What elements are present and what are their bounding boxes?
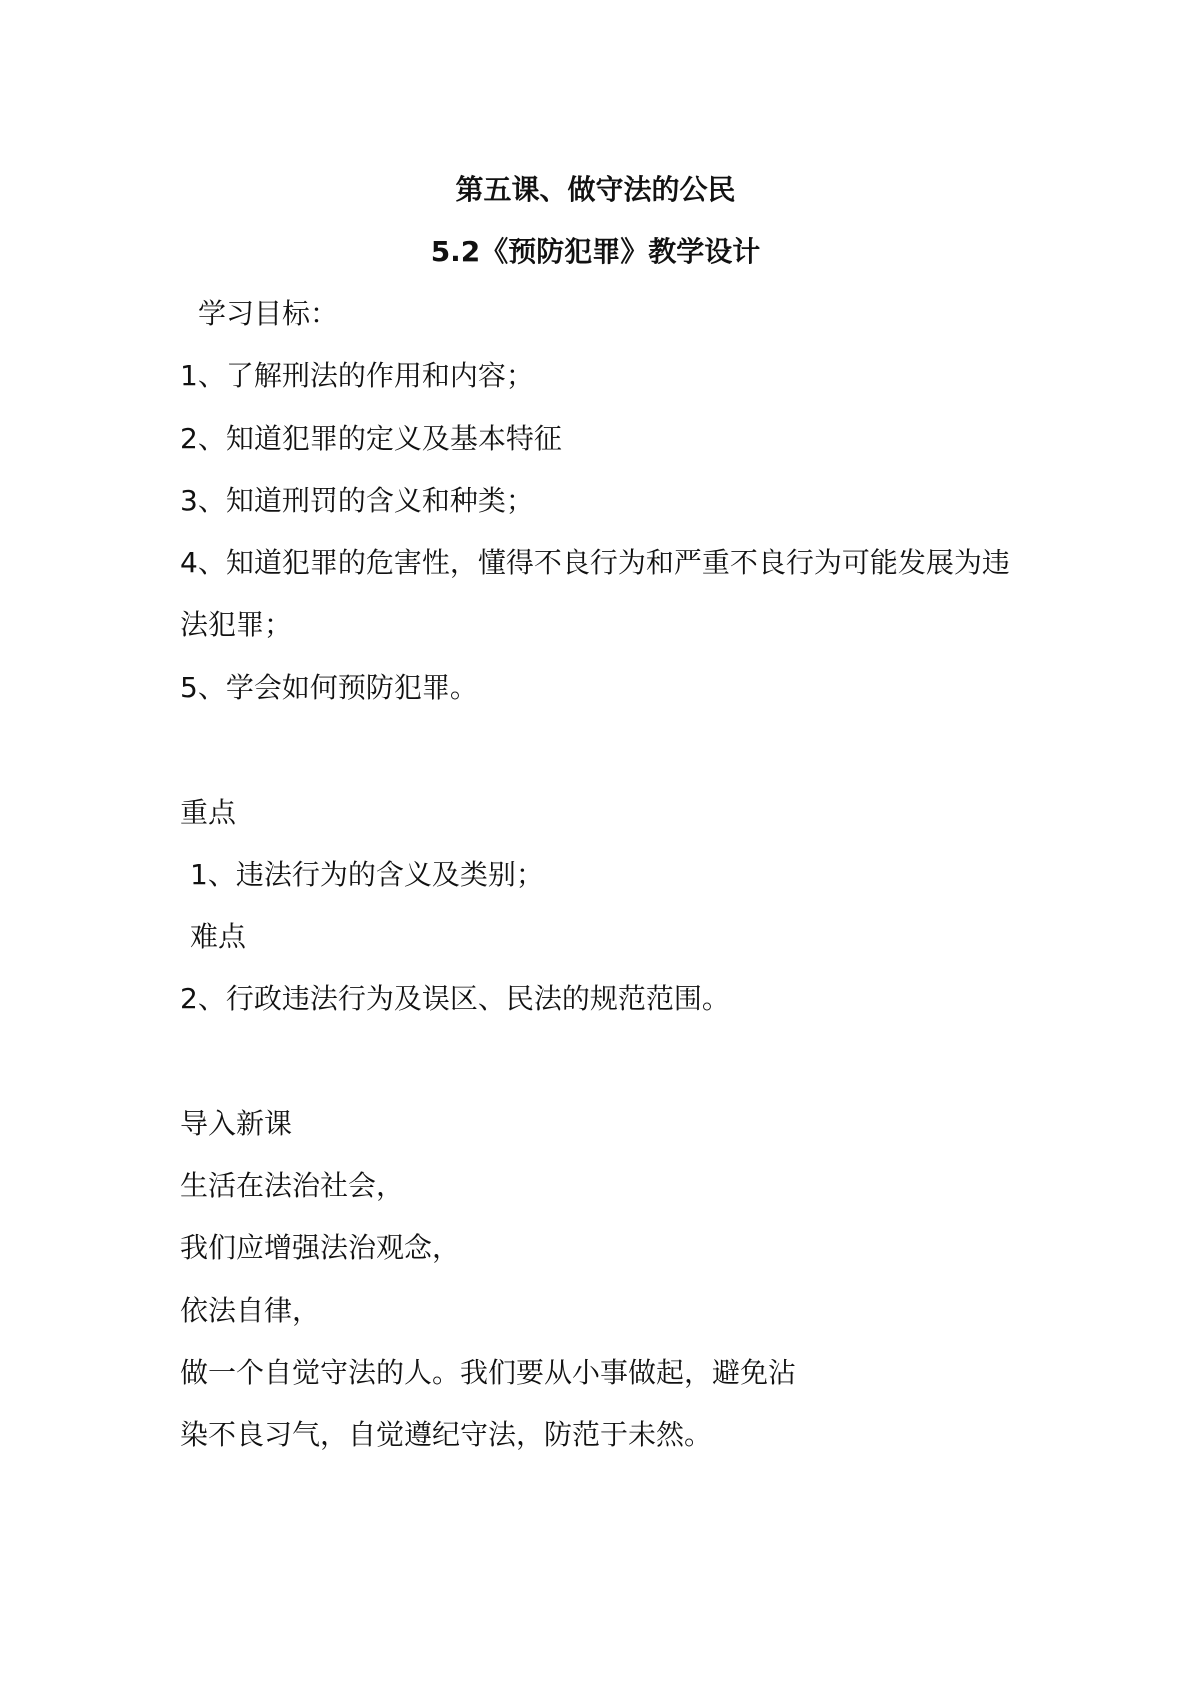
- goals-heading: 学习目标：: [198, 297, 339, 330]
- intro-line: 我们应增强法治观念，: [180, 1231, 461, 1264]
- difficulty-item: 2、行政违法行为及误区、民法的规范范围。: [180, 982, 730, 1015]
- document-subtitle: 5.2《预防犯罪》教学设计: [430, 235, 761, 268]
- document-title: 第五课、做守法的公民: [455, 173, 736, 206]
- key-points-heading: 重点: [180, 796, 237, 829]
- difficulty-heading: 难点: [190, 920, 247, 953]
- intro-line: 染不良习气，自觉遵纪守法，防范于未然。: [180, 1418, 713, 1451]
- key-point-item: 1、违法行为的含义及类别；: [190, 858, 544, 891]
- intro-line: 生活在法治社会，: [180, 1169, 405, 1202]
- goal-item: 2、知道犯罪的定义及基本特征: [180, 422, 562, 455]
- goal-item: 4、知道犯罪的危害性，懂得不良行为和严重不良行为可能发展为违: [180, 546, 1010, 579]
- intro-line: 依法自律，: [180, 1294, 321, 1327]
- goal-item: 1、了解刑法的作用和内容；: [180, 359, 534, 392]
- intro-heading: 导入新课: [180, 1107, 293, 1140]
- goal-item-continuation: 法犯罪；: [180, 608, 293, 641]
- goal-item: 5、学会如何预防犯罪。: [180, 671, 478, 704]
- intro-line: 做一个自觉守法的人。我们要从小事做起，避免沾: [180, 1356, 797, 1389]
- goal-item: 3、知道刑罚的含义和种类；: [180, 484, 534, 517]
